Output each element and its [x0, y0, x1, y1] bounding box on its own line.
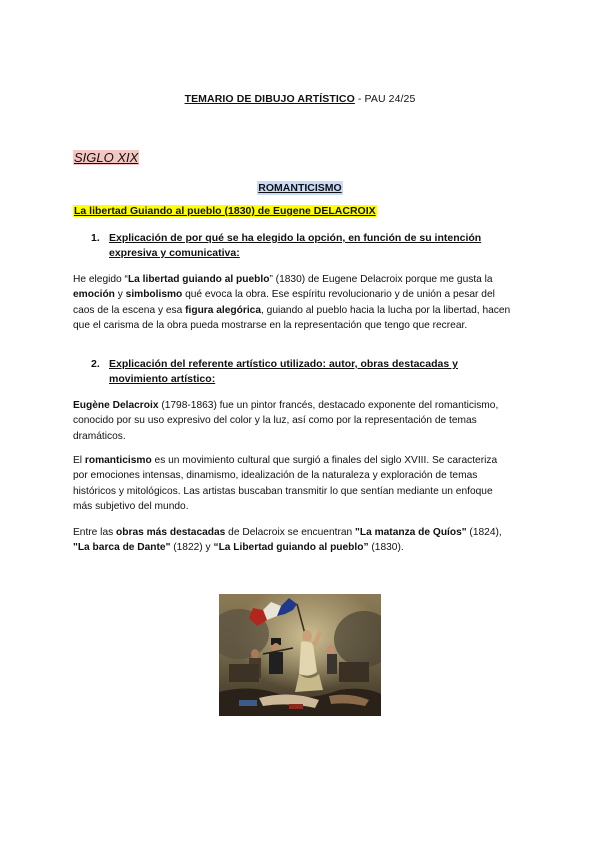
question-2-text: Explicación del referente artístico utilizado: autor, obras destacadas y movimiento artístico: [109, 358, 458, 385]
bold-run: "La matanza de Quíos" [355, 527, 467, 538]
paragraph-movement [73, 453, 513, 514]
title-main: TEMARIO DE DIBUJO ARTÍSTICO [184, 93, 355, 105]
artwork-heading: La libertad Guiando al pueblo (1830) de Eugene DELACROIX [74, 205, 376, 217]
text-run: (1798-1863) fue un pintor francés, destacado exponente del romanticismo, conocido por su uso expresivo del color y la luz, así como por la representación de temas dramáticos. [73, 400, 499, 442]
question-1-heading [91, 231, 511, 261]
text-run: Entre las [73, 527, 117, 538]
question-2-heading [91, 357, 491, 387]
text-run: es un movimiento cultural que surgió a finales del siglo XVIII. Se caracteriza por emociones intensas, dinamismo, idealización de la naturaleza y exploración de temas históricos y mitológicos. Las artistas buscaban transmitir lo que sentían mediante un enfoque más subjetivo del mundo. [73, 455, 498, 512]
paragraph-author [73, 398, 513, 444]
text-run: ” (1830) de Eugene Delacroix porque me gusta la [269, 274, 493, 285]
text-run: qué evoca la obra. Ese espíritu revolucionario y de unión a pesar del caos de la escena y esa [73, 289, 495, 316]
liberty-leading-the-people-painting [219, 594, 381, 716]
text-run: He elegido “ [73, 274, 128, 285]
text-run: de Delacroix se encuentran [225, 527, 356, 538]
question-1-number: 1. [91, 232, 100, 244]
text-run: , guiando al pueblo hacia la lucha por la libertad, hacen que el carisma de la obra pueda mostrarse en la representación que tengo que recrear. [73, 304, 511, 331]
movement-heading: ROMANTICISMO [258, 182, 342, 194]
document-title [0, 93, 600, 105]
question-2-number: 2. [91, 358, 100, 370]
movement-heading-row [0, 178, 600, 196]
bold-run: "La barca de Dante" [73, 542, 171, 554]
bold-run: Eugène Delacroix [73, 400, 159, 411]
title-suffix: - PAU 24/25 [354, 93, 416, 105]
bold-run: obras más destacadas [116, 527, 226, 538]
text-run: (1830). [368, 542, 404, 554]
bold-run: La libertad guiando al pueblo [127, 274, 270, 285]
bold-run: simbolismo [125, 289, 183, 301]
century-heading: SIGLO XIX [74, 150, 139, 165]
bold-run: romanticismo [84, 455, 152, 466]
text-run: (1824), [466, 527, 502, 538]
text-run: El [73, 455, 85, 466]
bold-run: figura alegórica [185, 304, 262, 316]
text-run: (1822) y [170, 542, 214, 554]
paragraph-choice-reason [73, 272, 513, 333]
bold-run: emoción [73, 289, 115, 301]
painting-image [219, 594, 381, 716]
question-1-text: Explicación de por qué se ha elegido la opción, en función de su intención expresiva y comunicativa: [109, 232, 482, 259]
paragraph-works [73, 525, 513, 556]
bold-run: “La Libertad guiando al pueblo” [213, 542, 369, 554]
text-run: y [114, 289, 126, 301]
